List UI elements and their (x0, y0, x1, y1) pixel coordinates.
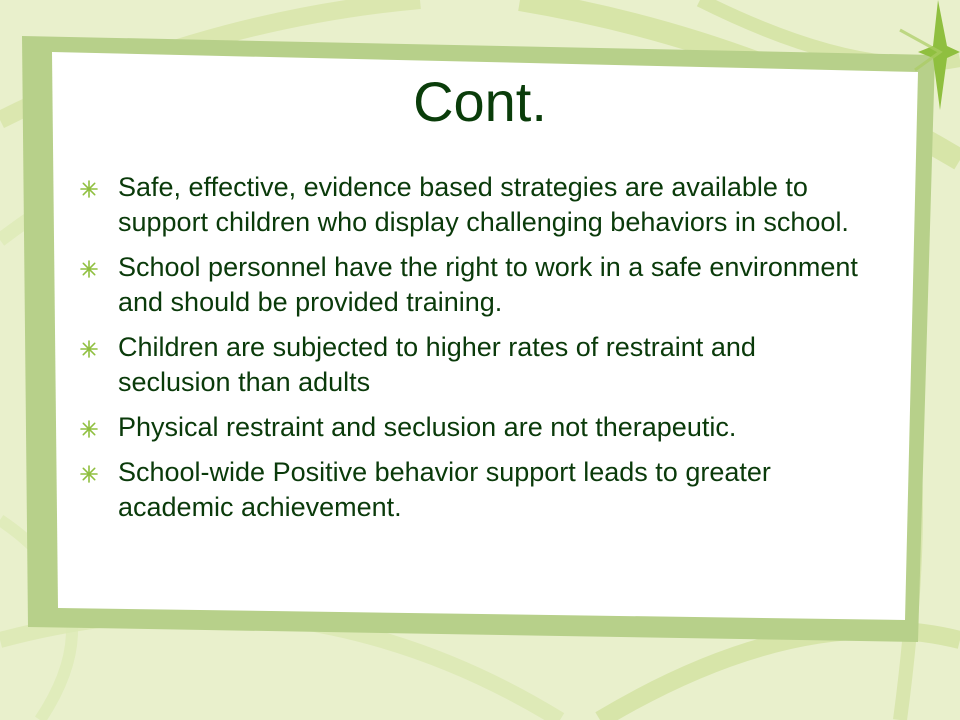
bullet-text: Children are subjected to higher rates of restraint and seclusion than adults (118, 332, 756, 397)
asterisk-star-icon (80, 420, 98, 438)
slide-title: Cont. (413, 70, 547, 133)
list-item (78, 170, 868, 240)
asterisk-star-icon (80, 260, 98, 278)
asterisk-star-icon (80, 340, 98, 358)
list-item (78, 250, 868, 320)
bullet-list (78, 170, 868, 535)
list-item (78, 455, 868, 525)
bullet-text: School personnel have the right to work in a safe environment and should be provided training. (118, 252, 858, 317)
bullet-text: School-wide Positive behavior support leads to greater academic achievement. (118, 457, 771, 522)
bullet-text: Safe, effective, evidence based strategies are available to support children who display challenging behaviors in school. (118, 172, 849, 237)
asterisk-star-icon (80, 180, 98, 198)
list-item (78, 410, 868, 445)
asterisk-star-icon (80, 465, 98, 483)
bullet-text: Physical restraint and seclusion are not therapeutic. (118, 412, 737, 442)
list-item (78, 330, 868, 400)
